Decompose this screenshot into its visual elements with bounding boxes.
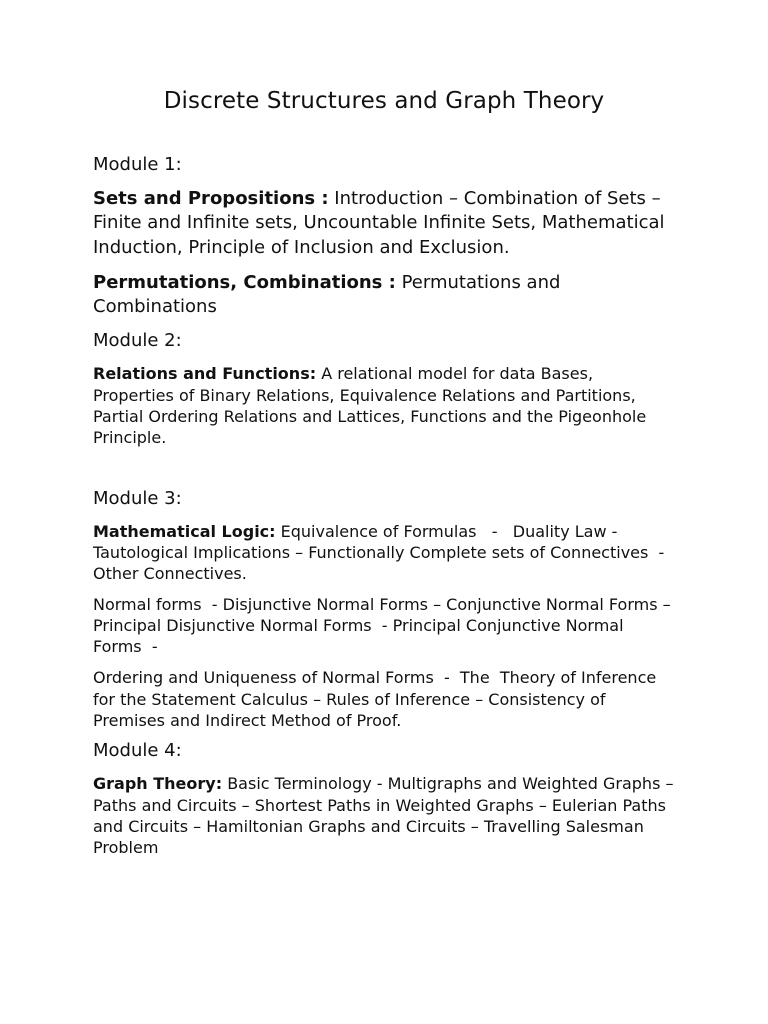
permutations-paragraph <box>93 271 675 320</box>
graph-theory-paragraph <box>93 773 675 858</box>
graph-theory-label: Graph Theory: <box>93 774 223 794</box>
document-title: Discrete Structures and Graph Theory <box>163 88 605 114</box>
permutations-text: Permutations and Combinations <box>93 271 561 318</box>
permutations-label: Permutations, Combinations : <box>93 271 396 293</box>
relations-and-functions-paragraph <box>93 363 675 448</box>
relations-and-functions-text: A relational model for data Bases, Properties of Binary Relations, Equivalence Relations and Partitions, Partial Ordering Relations and Lattices, Functions and the Pigeonhole Principle. <box>93 364 647 448</box>
graph-theory-text: Basic Terminology - Multigraphs and Weighted Graphs – Paths and Circuits – Shortest Paths in Weighted Graphs – Eulerian Paths and Circuits – Hamiltonian Graphs and Circuits – Travelling Salesman Problem <box>93 774 674 858</box>
module-1-heading: Module 1: <box>93 154 182 175</box>
normal-forms-paragraph: Normal forms - Disjunctive Normal Forms – Conjunctive Normal Forms – Principal Disjunctive Normal Forms - Principal Conjunctive Normal Forms - <box>93 594 676 657</box>
module-4-heading: Module 4: <box>93 740 182 762</box>
mathematical-logic-paragraph <box>93 521 675 585</box>
module-2-heading: Module 2: <box>93 330 182 352</box>
sets-and-propositions-paragraph <box>93 187 675 260</box>
module-3-heading: Module 3: <box>93 487 182 509</box>
ordering-and-inference-paragraph: Ordering and Uniqueness of Normal Forms - The Theory of Inference for the Statement Calculus – Rules of Inference – Consistency of Premises and Indirect Method of Proof. <box>93 668 662 731</box>
mathematical-logic-label: Mathematical Logic: <box>93 521 276 541</box>
relations-and-functions-label: Relations and Functions: <box>93 364 317 384</box>
sets-and-propositions-text: Introduction – Combination of Sets – Finite and Infinite sets, Uncountable Infinite Sets, Mathematical Induction, Principle of Inclusion and Exclusion. <box>93 188 665 258</box>
mathematical-logic-text: Equivalence of Formulas - Duality Law - Tautological Implications – Functionally Complete sets of Connectives - Other Connectives. <box>93 521 675 584</box>
sets-and-propositions-label: Sets and Propositions : <box>93 188 329 209</box>
